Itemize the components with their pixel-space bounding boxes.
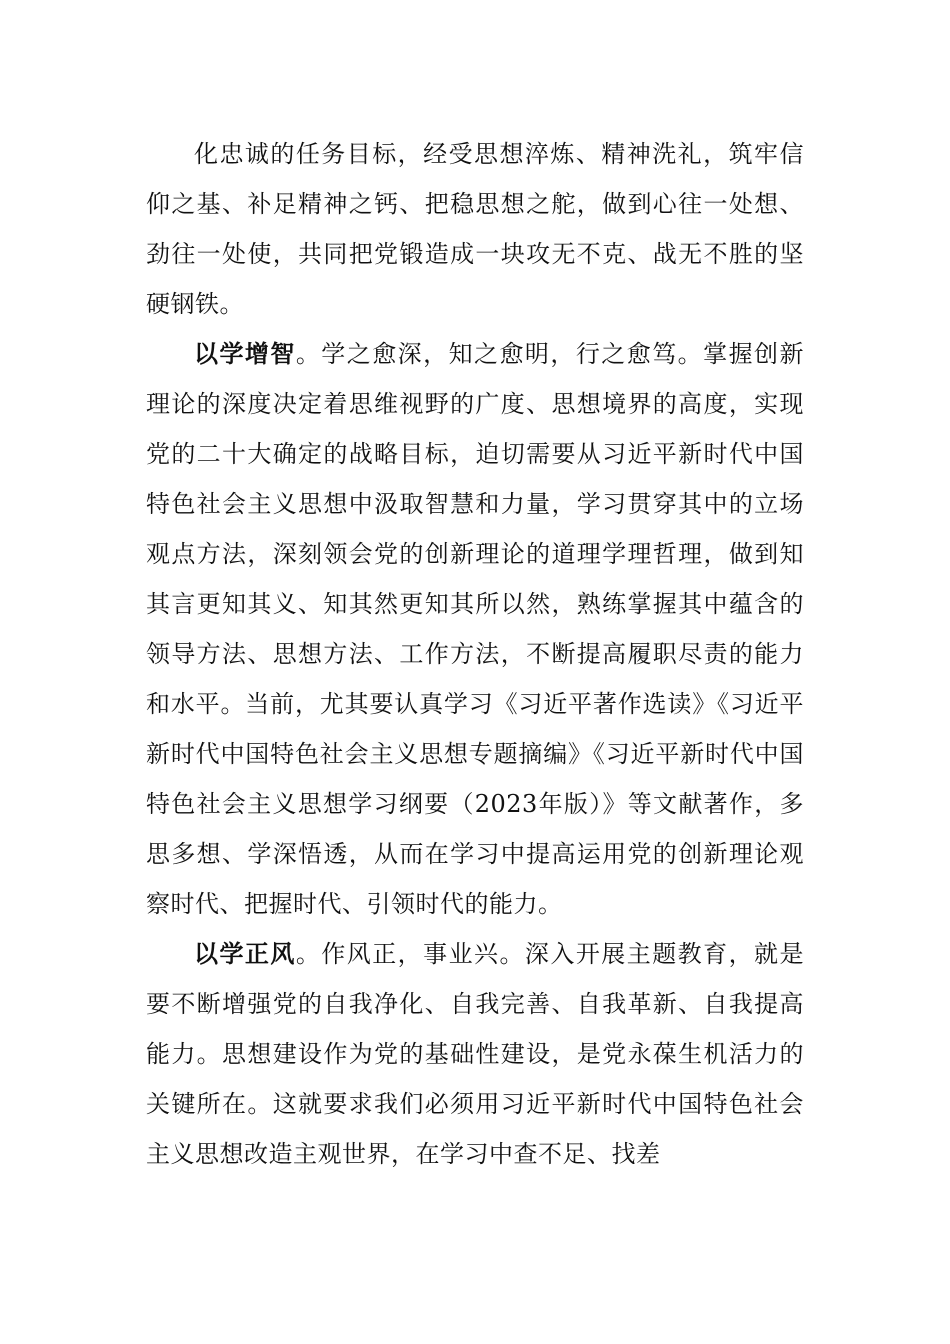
- paragraph-learning-wisdom: [146, 329, 804, 929]
- paragraph-heading: 以学增智: [194, 340, 296, 368]
- document-page: [146, 129, 804, 1179]
- paragraph-heading: 以学正风: [194, 940, 296, 968]
- paragraph-continuation: [146, 129, 804, 329]
- paragraph-learning-style: [146, 929, 804, 1179]
- paragraph-text: 。作风正，事业兴。深入开展主题教育，就是要不断增强党的自我净化、自我完善、自我革新、自我提高能力。思想建设作为党的基础性建设，是党永葆生机活力的关键所在。这就要求我们必须用习近平新时代中国特色社会主义思想改造主观世界，在学习中查不足、找差: [146, 940, 805, 1168]
- paragraph-text: 。学之愈深，知之愈明，行之愈笃。掌握创新理论的深度决定着思维视野的广度、思想境界的高度，实现党的二十大确定的战略目标，迫切需要从习近平新时代中国特色社会主义思想中汲取智慧和力量，学习贯穿其中的立场观点方法，深刻领会党的创新理论的道理学理哲理，做到知其言更知其义、知其然更知其所以然，熟练掌握其中蕴含的领导方法、思想方法、工作方法，不断提高履职尽责的能力和水平。当前，尤其要认真学习《习近平著作选读》《习近平新时代中国特色社会主义思想专题摘编》《习近平新时代中国特色社会主义思想学习纲要（2023年版）》等文献著作，多思多想、学深悟透，从而在学习中提高运用党的创新理论观察时代、把握时代、引领时代的能力。: [146, 340, 805, 918]
- paragraph-text: 化忠诚的任务目标，经受思想淬炼、精神洗礼，筑牢信仰之基、补足精神之钙、把稳思想之舵，做到心往一处想、劲往一处使，共同把党锻造成一块攻无不克、战无不胜的坚硬钢铁。: [146, 140, 804, 318]
